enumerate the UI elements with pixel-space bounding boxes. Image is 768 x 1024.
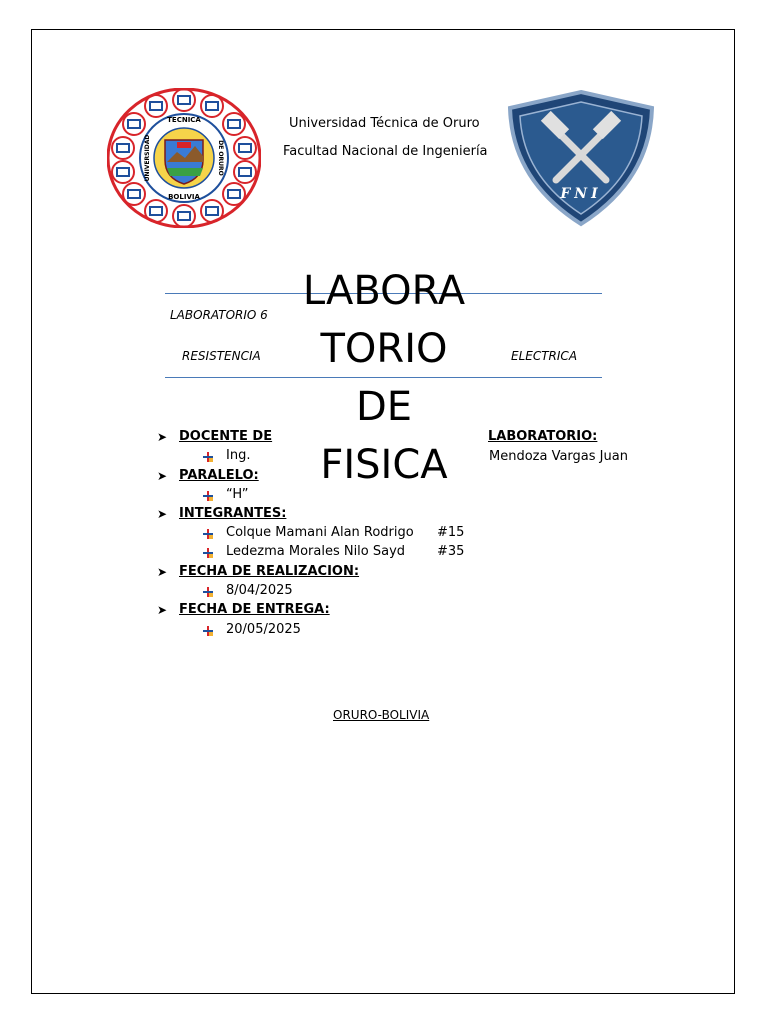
title-line-1: LABORA	[302, 268, 466, 314]
svg-text:FNI: FNI	[560, 186, 602, 202]
colored-cross-bullet-icon	[203, 529, 213, 539]
faculty-name: Facultad Nacional de Ingeniería	[283, 144, 488, 159]
title-line-2: TORIO	[320, 326, 448, 372]
paralelo-value: “H”	[226, 487, 249, 502]
fecha-entrega-value: 20/05/2025	[226, 622, 301, 637]
member-number: #35	[437, 544, 465, 559]
docente-label: DOCENTE DE	[179, 429, 273, 444]
title-line-3: DE	[355, 384, 413, 430]
lab-topic-right: ELECTRICA	[511, 349, 578, 363]
arrow-bullet-icon: ➤	[157, 603, 168, 617]
arrow-bullet-icon: ➤	[157, 469, 168, 483]
lab-topic-left: RESISTENCIA	[182, 349, 261, 363]
svg-text:TECNICA: TECNICA	[167, 116, 201, 124]
arrow-bullet-icon: ➤	[157, 565, 168, 579]
colored-cross-bullet-icon	[203, 626, 213, 636]
fni-shield-logo	[506, 88, 656, 228]
document-title	[290, 262, 478, 494]
paralelo-label: PARALELO:	[179, 468, 259, 483]
svg-text:BOLIVIA: BOLIVIA	[168, 193, 200, 201]
fecha-realizacion-label: FECHA DE REALIZACION:	[179, 564, 360, 579]
integrantes-label: INTEGRANTES:	[179, 506, 287, 521]
arrow-bullet-icon: ➤	[157, 507, 168, 521]
member-name: Colque Mamani Alan Rodrigo	[226, 525, 414, 540]
arrow-bullet-icon: ➤	[157, 430, 168, 444]
lab-number: LABORATORIO 6	[170, 308, 268, 322]
colored-cross-bullet-icon	[203, 587, 213, 597]
svg-text:DE ORURO: DE ORURO	[217, 140, 224, 176]
laboratorio-label: LABORATORIO:	[488, 429, 598, 444]
member-name: Ledezma Morales Nilo Sayd	[226, 544, 406, 559]
university-name: Universidad Técnica de Oruro	[289, 116, 480, 131]
fecha-entrega-label: FECHA DE ENTREGA:	[179, 602, 330, 617]
member-number: #15	[437, 525, 465, 540]
title-line-4: FISICA	[320, 442, 448, 488]
university-seal-logo	[107, 88, 261, 228]
docente-name: Mendoza Vargas Juan	[489, 449, 628, 464]
location-footer: ORURO-BOLIVIA	[333, 708, 430, 722]
colored-cross-bullet-icon	[203, 452, 213, 462]
colored-cross-bullet-icon	[203, 491, 213, 501]
docente-prefix: Ing.	[226, 448, 251, 463]
fecha-realizacion-value: 8/04/2025	[226, 583, 293, 598]
svg-text:UNIVERSIDAD: UNIVERSIDAD	[144, 134, 151, 182]
colored-cross-bullet-icon	[203, 548, 213, 558]
